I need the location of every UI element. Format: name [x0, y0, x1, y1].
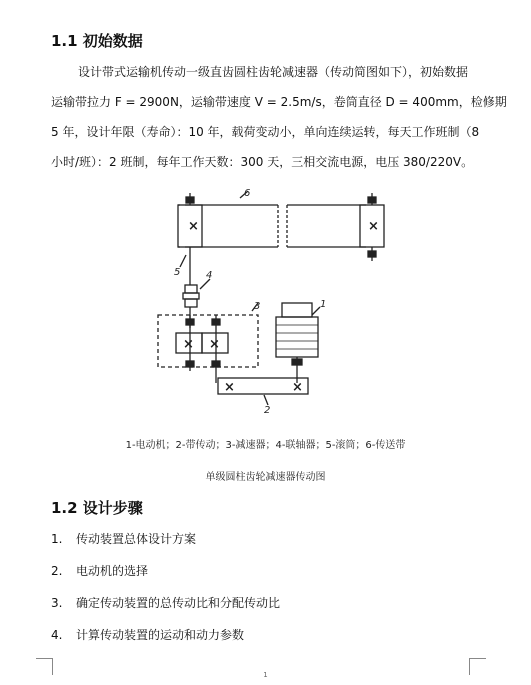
reducer-housing: [158, 315, 258, 367]
section-heading-design-steps: 1.2 设计步骤: [51, 499, 143, 517]
figure-title: 单级圆柱齿轮减速器传动图: [205, 472, 326, 483]
list-item: [51, 626, 244, 643]
drum-x-mark: ×: [368, 219, 379, 234]
page-number: 1: [263, 671, 268, 679]
gear-x-mark: ×: [209, 337, 220, 352]
paragraph-line: 设计带式运输机传动一级直齿圆柱齿轮减速器（传动简图如下），初始数据: [78, 65, 469, 79]
list-item-text: 确定传动装置的总传动比和分配传动比: [76, 596, 281, 610]
paragraph-line: 运输带拉力 F = 2900N，运输带速度 V = 2.5m/s，卷筒直径 D = 400mm，检修期: [51, 95, 507, 109]
list-item-number: 4.: [51, 628, 63, 642]
label-conveyor-belt: 6: [244, 188, 251, 199]
drum-x-mark: ×: [188, 219, 199, 234]
list-item: [51, 594, 280, 611]
initial-data-paragraph: [51, 57, 507, 177]
list-item-number: 3.: [51, 596, 63, 610]
figure-legend: 1-电动机；2-带传动；3-减速器；4-联轴器；5-滚筒；6-传送带: [125, 440, 406, 451]
pulley-x-mark: ×: [224, 380, 235, 395]
label-coupling: 4: [206, 270, 213, 281]
list-item-text: 电动机的选择: [76, 564, 149, 578]
list-item-number: 1.: [51, 532, 63, 546]
label-belt-drive: 2: [264, 405, 271, 416]
list-item-text: 传动装置总体设计方案: [76, 532, 197, 546]
conveyor-belt: [178, 205, 384, 247]
gear-x-mark: ×: [183, 337, 194, 352]
list-item-number: 2.: [51, 564, 63, 578]
label-drum: 5: [174, 267, 181, 278]
pulley-x-mark: ×: [292, 380, 303, 395]
list-item-text: 计算传动装置的运动和动力参数: [76, 628, 245, 642]
list-item: [51, 562, 148, 579]
electric-motor: [276, 303, 318, 383]
transmission-diagram: [140, 183, 400, 418]
paragraph-line: 5 年，设计年限（寿命）：10 年，载荷变动小，单向连续运转，每天工作班制（8: [51, 125, 480, 139]
paragraph-line: 小时/班）：2 班制，每年工作天数：300 天，三相交流电源，电压 380/220V。: [51, 155, 474, 169]
coupling: [183, 285, 199, 307]
label-reducer: 3: [254, 301, 261, 312]
label-motor: 1: [320, 299, 327, 310]
list-item: [51, 530, 196, 547]
section-heading-initial-data: 1.1 初始数据: [51, 32, 143, 50]
